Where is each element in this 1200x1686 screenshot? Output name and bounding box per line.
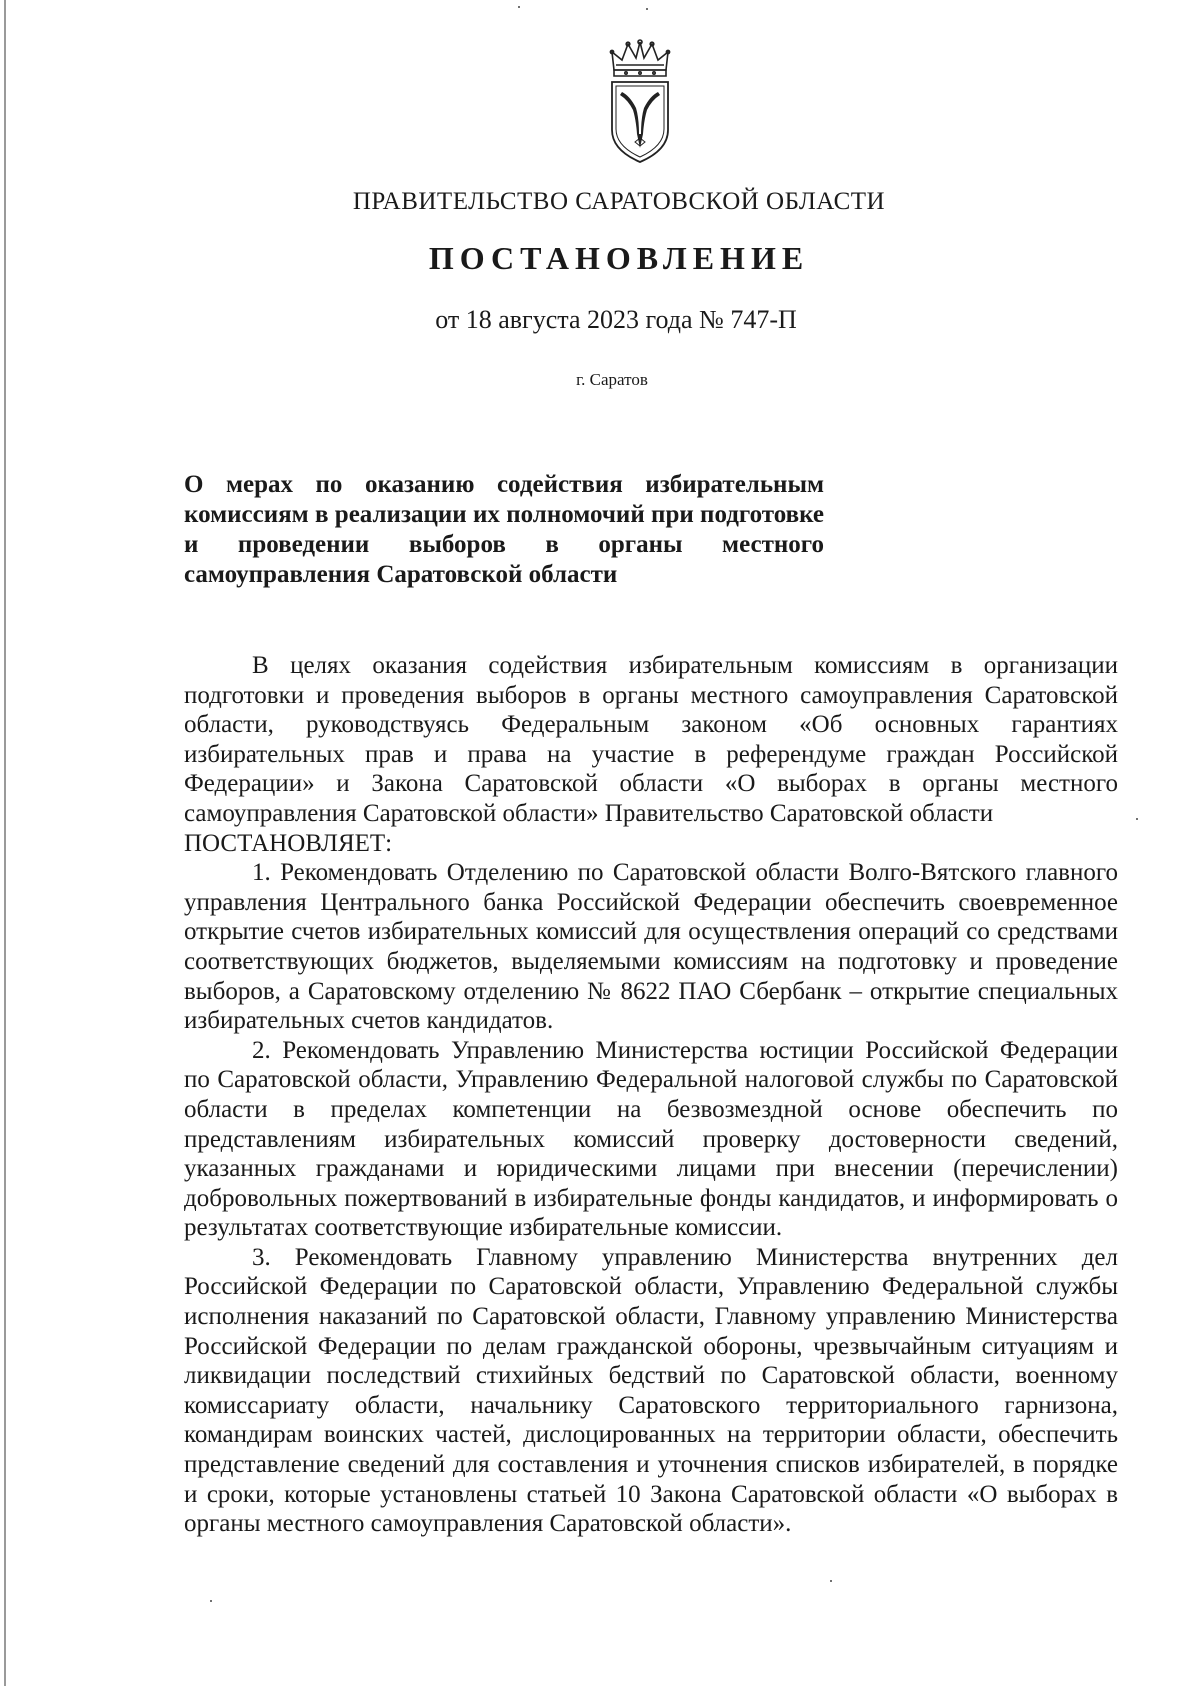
scan-speck (210, 1600, 212, 1602)
subject-line: О мерах по оказанию содействия избирательным (184, 471, 824, 498)
scan-speck (1136, 818, 1138, 820)
body-item-3: 3. Рекомендовать Главному управлению Министерства внутренних дел Российской Федерации по Саратовской области, Управлению Федеральной службы исполнения наказаний по Саратовской области, Главному управлению Министерства Российской Федерации по делам гражданской обороны, чрезвычайным ситуациям и ликвидации последствий стихийных бедствий по Саратовской области, военному комиссариату области, начальнику Саратовского территориального гарнизона, командирам воинских частей, дислоцированных на территории области, обеспечить представление сведений для составления и уточнения списков избирателей, в порядке и сроки, которые установлены статьей 10 Закона Саратовской области «О выборах в органы местного самоуправления Саратовской области». (184, 1243, 1118, 1538)
document-date-number (0, 305, 1200, 335)
subject-line: и проведении выборов в органы местного (184, 531, 824, 558)
scan-speck (518, 6, 520, 8)
document-subject (184, 470, 824, 590)
coat-of-arms-icon (606, 38, 674, 166)
document-city-text: г. Саратов (576, 370, 648, 389)
subject-line: самоуправления Саратовской области (184, 561, 618, 588)
document-city (0, 370, 1200, 390)
body-decree-word: ПОСТАНОВЛЯЕТ: (184, 829, 393, 857)
document-date-number-text: от 18 августа 2023 года № 747-П (435, 305, 797, 334)
body-item-2: 2. Рекомендовать Управлению Министерства юстиции Российской Федерации по Саратовской области, Управлению Федеральной налоговой службы по Саратовской области в пределах компетенции на безвозмездной основе обеспечить по представлениям избирательных комиссий проверку достоверности сведений, указанных гражданами и юридическими лицами при внесении (перечислении) добровольных пожертвований в избирательные фонды кандидатов, и информировать о результатах соответствующие избирательные комиссии. (184, 1036, 1118, 1242)
document-type-text: ПОСТАНОВЛЕНИЕ (428, 240, 810, 276)
government-name (0, 188, 1200, 216)
document-body (184, 651, 1118, 1539)
body-preamble: В целях оказания содействия избирательным комиссиям в организации подготовки и проведения выборов в органы местного самоуправления Саратовской области, руководствуясь Федеральным законом «Об основных гарантиях избирательных прав и права на участие в референдуме граждан Российской Федерации» и Закона Саратовской области «О выборах в органы местного самоуправления Саратовской области» Правительство Саратовской области (184, 652, 1118, 827)
document-type (0, 240, 1200, 277)
scan-speck (830, 1580, 832, 1582)
body-item-1: 1. Рекомендовать Отделению по Саратовской области Волго-Вятского главного управления Центрального банка Российской Федерации обеспечить своевременное открытие счетов избирательных комиссий для осуществления операций со средствами соответствующих бюджетов, выделяемыми комиссиям на подготовку и проведение выборов, а Саратовскому отделению № 8622 ПАО Сбербанк – открытие специальных избирательных счетов кандидатов. (184, 859, 1118, 1035)
subject-line: комиссиям в реализации их полномочий при подготовке (184, 501, 824, 528)
government-name-text: ПРАВИТЕЛЬСТВО САРАТОВСКОЙ ОБЛАСТИ (352, 188, 886, 215)
scan-speck (646, 8, 648, 10)
